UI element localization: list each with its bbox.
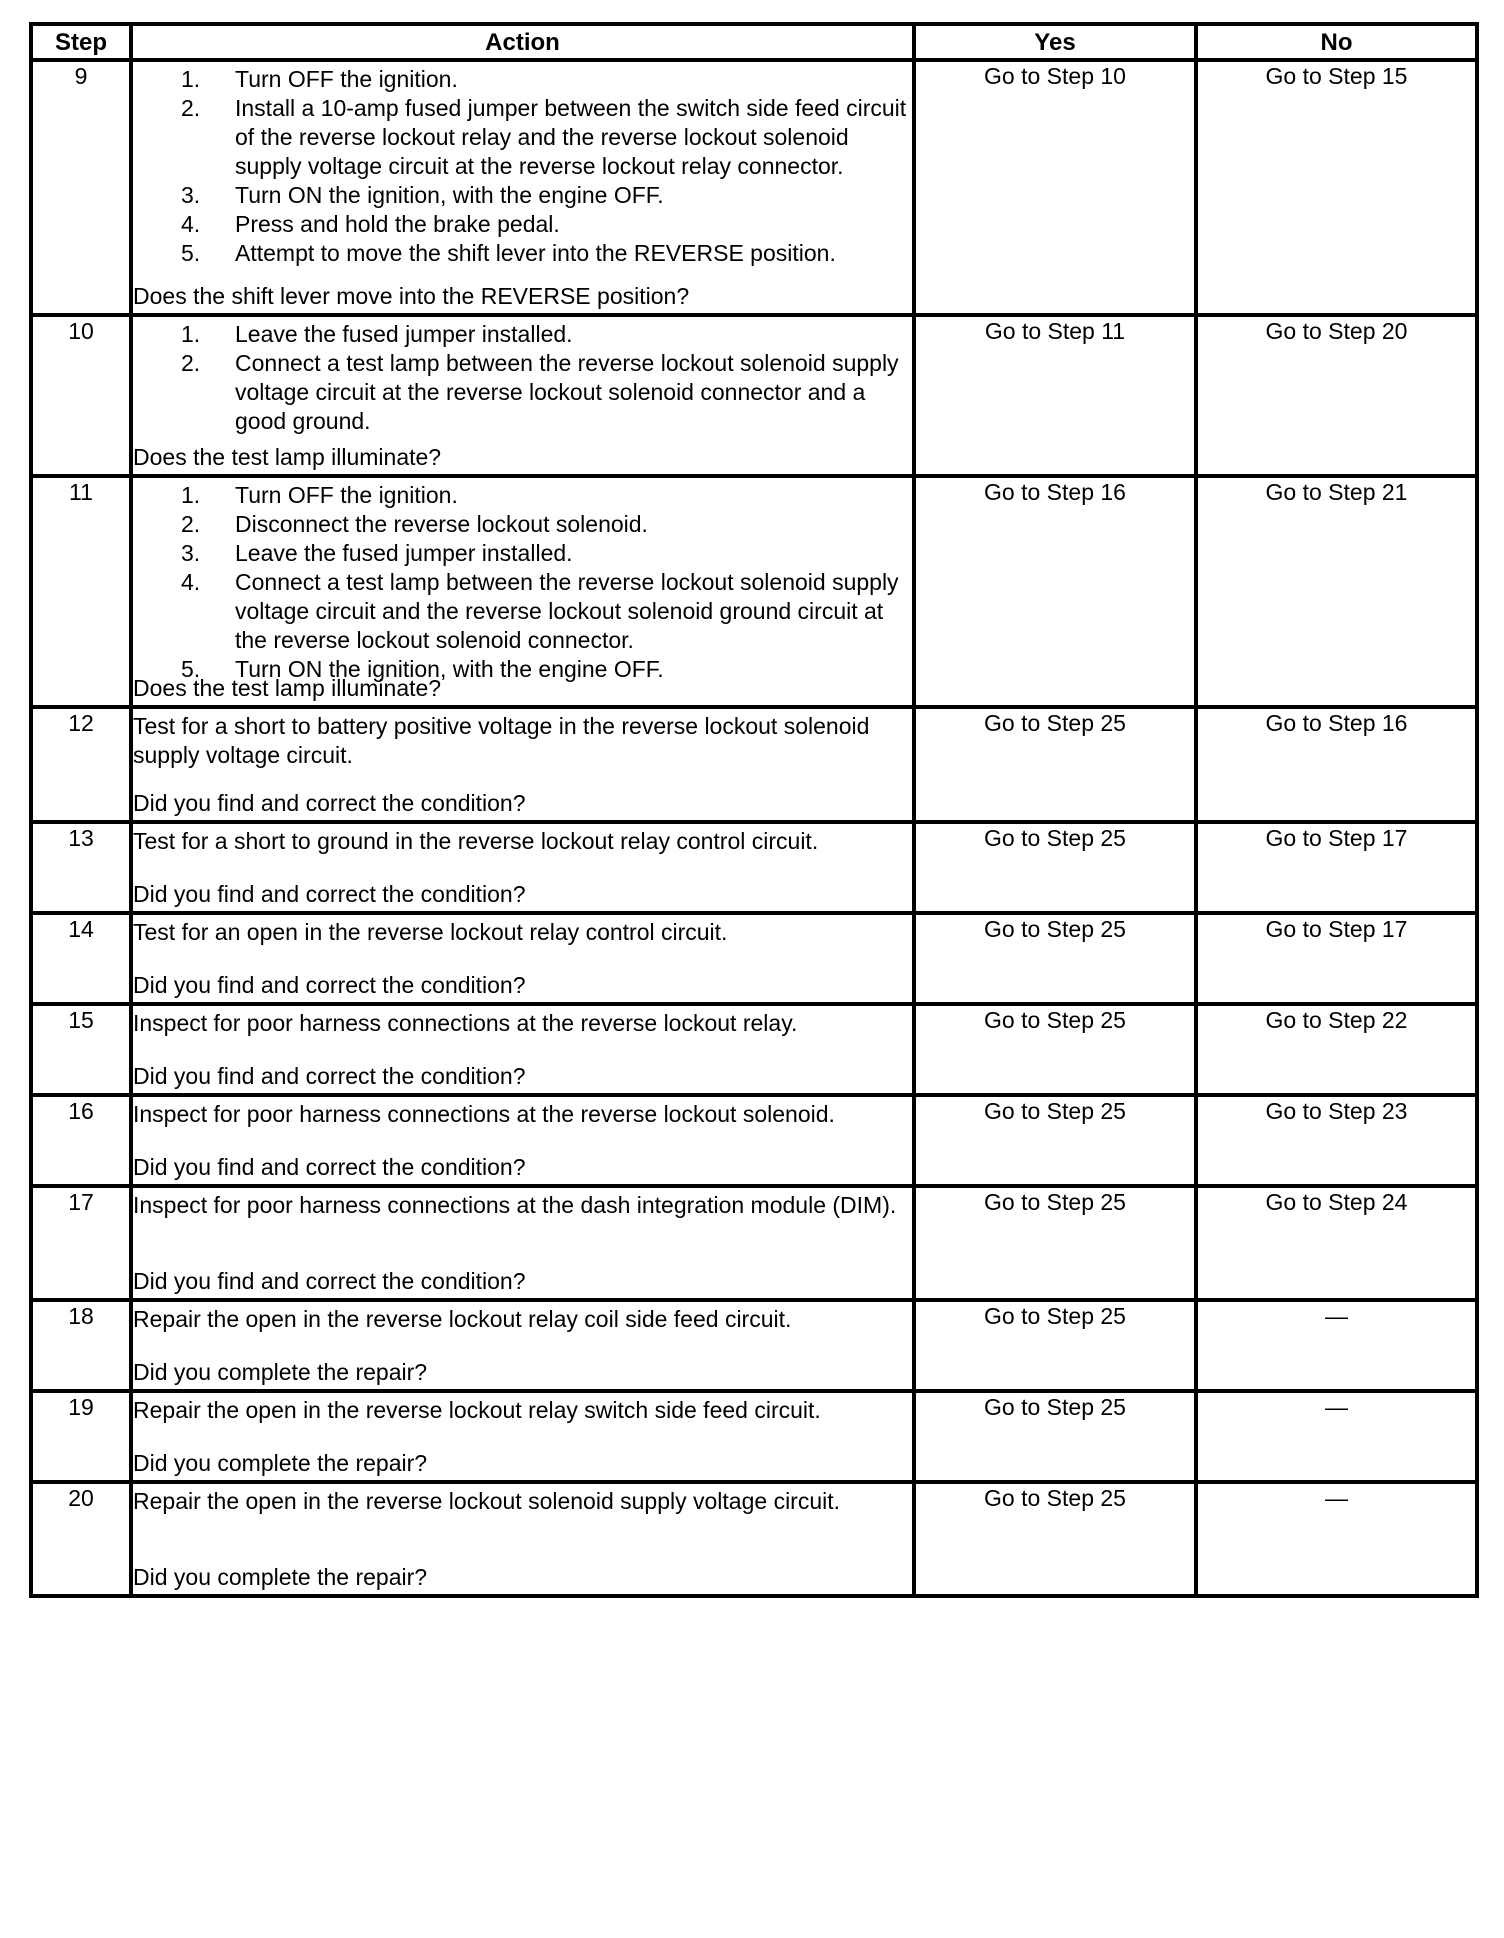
action-question: Does the test lamp illuminate?: [133, 444, 442, 470]
action-question: Did you find and correct the condition?: [133, 1268, 526, 1294]
action-question: Did you complete the repair?: [133, 1359, 428, 1385]
no-outcome: Go to Step 17: [1196, 913, 1477, 1004]
action-content: [133, 65, 912, 313]
action-step: [133, 65, 912, 94]
action-cell: [131, 1391, 914, 1482]
action-cell: [131, 1482, 914, 1596]
table-row: [31, 60, 1477, 315]
action-step: [133, 539, 912, 568]
yes-outcome: Go to Step 25: [914, 707, 1196, 822]
yes-outcome: Go to Step 25: [914, 822, 1196, 913]
action-text: Repair the open in the reverse lockout relay switch side feed circuit.: [133, 1397, 821, 1423]
no-outcome: —: [1196, 1391, 1477, 1482]
step-number: 10: [31, 315, 131, 476]
table-row: [31, 1186, 1477, 1300]
action-content: [133, 1191, 912, 1298]
action-cell: [131, 707, 914, 822]
header-action: Action: [131, 24, 914, 60]
action-step-number: 4.: [181, 569, 201, 595]
no-outcome: Go to Step 15: [1196, 60, 1477, 315]
table-row: [31, 476, 1477, 707]
action-step: [133, 94, 912, 181]
action-content: [133, 481, 912, 705]
action-content: [133, 827, 912, 911]
action-cell: [131, 822, 914, 913]
action-step: [133, 349, 912, 436]
yes-outcome: Go to Step 25: [914, 1482, 1196, 1596]
action-text: Test for a short to battery positive voltage in the reverse lockout solenoid supply voltage circuit.: [133, 713, 870, 768]
action-cell: [131, 1186, 914, 1300]
action-step-text: Attempt to move the shift lever into the REVERSE position.: [235, 240, 836, 266]
action-question: Did you complete the repair?: [133, 1564, 428, 1590]
action-step: [133, 320, 912, 349]
step-number: 19: [31, 1391, 131, 1482]
yes-outcome: Go to Step 25: [914, 1095, 1196, 1186]
action-content: [133, 1009, 912, 1093]
table-row: [31, 1095, 1477, 1186]
no-outcome: Go to Step 17: [1196, 822, 1477, 913]
yes-outcome: Go to Step 16: [914, 476, 1196, 707]
action-cell: [131, 1004, 914, 1095]
action-text: Inspect for poor harness connections at the dash integration module (DIM).: [133, 1192, 897, 1218]
action-question: Does the shift lever move into the REVERSE position?: [133, 283, 690, 309]
action-step-text: Turn OFF the ignition.: [235, 482, 458, 508]
header-no: No: [1196, 24, 1477, 60]
table-row: [31, 1300, 1477, 1391]
diagnostic-table: [29, 22, 1479, 1598]
table-row: [31, 707, 1477, 822]
step-number: 9: [31, 60, 131, 315]
table-row: [31, 1391, 1477, 1482]
action-content: [133, 1396, 912, 1480]
step-number: 16: [31, 1095, 131, 1186]
action-question: Did you find and correct the condition?: [133, 1063, 526, 1089]
action-step-number: 2.: [181, 350, 201, 376]
action-content: [133, 1100, 912, 1184]
no-outcome: —: [1196, 1300, 1477, 1391]
action-step-list: [133, 65, 912, 268]
action-step-text: Install a 10-amp fused jumper between the switch side feed circuit of the reverse lockout relay and the reverse lockout solenoid supply voltage circuit at the reverse lockout relay connector.: [235, 95, 907, 179]
action-step-number: 1.: [181, 482, 201, 508]
action-step-text: Connect a test lamp between the reverse lockout solenoid supply voltage circuit at the reverse lockout solenoid connector and a good ground.: [235, 350, 899, 434]
header-step: Step: [31, 24, 131, 60]
yes-outcome: Go to Step 25: [914, 913, 1196, 1004]
table-row: [31, 1482, 1477, 1596]
action-step-number: 4.: [181, 211, 201, 237]
action-step: [133, 568, 912, 655]
no-outcome: Go to Step 20: [1196, 315, 1477, 476]
step-number: 18: [31, 1300, 131, 1391]
action-cell: [131, 476, 914, 707]
action-question: Did you find and correct the condition?: [133, 1154, 526, 1180]
yes-outcome: Go to Step 25: [914, 1391, 1196, 1482]
action-step: [133, 510, 912, 539]
yes-outcome: Go to Step 25: [914, 1186, 1196, 1300]
action-step-list: [133, 481, 912, 684]
action-text: Repair the open in the reverse lockout solenoid supply voltage circuit.: [133, 1488, 841, 1514]
header-yes: Yes: [914, 24, 1196, 60]
action-step: [133, 210, 912, 239]
action-question: Did you find and correct the condition?: [133, 972, 526, 998]
action-cell: [131, 60, 914, 315]
action-step-number: 5.: [181, 240, 201, 266]
action-content: [133, 918, 912, 1002]
step-number: 14: [31, 913, 131, 1004]
no-outcome: Go to Step 16: [1196, 707, 1477, 822]
action-step-number: 3.: [181, 540, 201, 566]
action-cell: [131, 315, 914, 476]
action-text: Test for an open in the reverse lockout relay control circuit.: [133, 919, 728, 945]
action-content: [133, 320, 912, 474]
yes-outcome: Go to Step 25: [914, 1004, 1196, 1095]
action-cell: [131, 1300, 914, 1391]
action-question: Does the test lamp illuminate?: [133, 675, 442, 701]
action-step: [133, 239, 912, 268]
table-header-row: [31, 24, 1477, 60]
action-step-number: 1.: [181, 66, 201, 92]
action-step-text: Disconnect the reverse lockout solenoid.: [235, 511, 648, 537]
step-number: 12: [31, 707, 131, 822]
no-outcome: Go to Step 23: [1196, 1095, 1477, 1186]
action-content: [133, 1305, 912, 1389]
action-text: Test for a short to ground in the reverse lockout relay control circuit.: [133, 828, 819, 854]
step-number: 17: [31, 1186, 131, 1300]
action-cell: [131, 913, 914, 1004]
action-step-number: 2.: [181, 95, 201, 121]
action-step-text: Turn ON the ignition, with the engine OFF.: [235, 656, 664, 682]
action-content: [133, 1487, 912, 1594]
action-question: Did you find and correct the condition?: [133, 790, 526, 816]
table-row: [31, 1004, 1477, 1095]
action-question: Did you complete the repair?: [133, 1450, 428, 1476]
step-number: 15: [31, 1004, 131, 1095]
table-row: [31, 822, 1477, 913]
table-row: [31, 913, 1477, 1004]
no-outcome: Go to Step 24: [1196, 1186, 1477, 1300]
table-row: [31, 315, 1477, 476]
action-step-text: Leave the fused jumper installed.: [235, 321, 573, 347]
action-step-number: 2.: [181, 511, 201, 537]
action-question: Did you find and correct the condition?: [133, 881, 526, 907]
action-step-text: Press and hold the brake pedal.: [235, 211, 560, 237]
yes-outcome: Go to Step 25: [914, 1300, 1196, 1391]
action-step-text: Connect a test lamp between the reverse lockout solenoid supply voltage circuit and the reverse lockout solenoid ground circuit at the reverse lockout solenoid connector.: [235, 569, 899, 653]
action-step-text: Turn OFF the ignition.: [235, 66, 458, 92]
action-step-text: Turn ON the ignition, with the engine OFF.: [235, 182, 664, 208]
action-cell: [131, 1095, 914, 1186]
action-step-text: Leave the fused jumper installed.: [235, 540, 573, 566]
yes-outcome: Go to Step 10: [914, 60, 1196, 315]
no-outcome: —: [1196, 1482, 1477, 1596]
action-step: [133, 181, 912, 210]
no-outcome: Go to Step 22: [1196, 1004, 1477, 1095]
action-step-list: [133, 320, 912, 436]
action-step-number: 5.: [181, 656, 201, 682]
yes-outcome: Go to Step 11: [914, 315, 1196, 476]
action-text: Repair the open in the reverse lockout relay coil side feed circuit.: [133, 1306, 792, 1332]
step-number: 20: [31, 1482, 131, 1596]
action-step: [133, 481, 912, 510]
action-step-number: 3.: [181, 182, 201, 208]
action-text: Inspect for poor harness connections at the reverse lockout solenoid.: [133, 1101, 835, 1127]
action-step-number: 1.: [181, 321, 201, 347]
no-outcome: Go to Step 21: [1196, 476, 1477, 707]
action-content: [133, 712, 912, 820]
step-number: 13: [31, 822, 131, 913]
action-text: Inspect for poor harness connections at the reverse lockout relay.: [133, 1010, 798, 1036]
step-number: 11: [31, 476, 131, 707]
